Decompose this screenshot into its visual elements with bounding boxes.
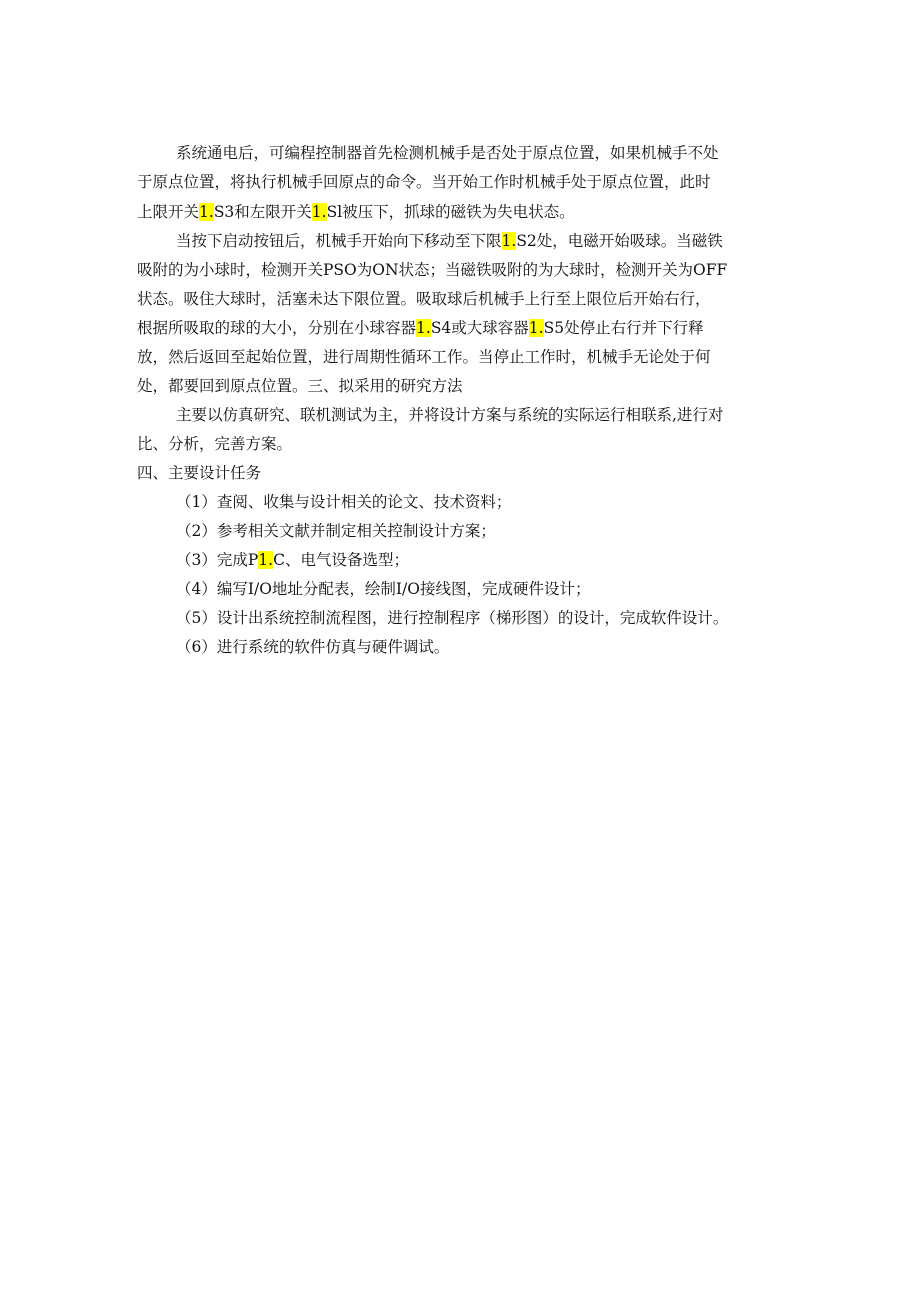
text-run: S4或大球容器 xyxy=(430,319,529,337)
paragraph-line: 放，然后返回至起始位置，进行周期性循环工作。当停止工作时，机械手无论处于何 xyxy=(137,348,711,366)
paragraph-line: 处，都要回到原点位置。三、拟采用的研究方法 xyxy=(137,377,463,395)
text-run: 当按下启动按钮后，机械手开始向下移动至下限 xyxy=(176,232,502,250)
text-run: C、电气设备选型； xyxy=(273,551,409,569)
paragraph-line xyxy=(176,229,723,253)
text-run: S5处停止右行并下行释 xyxy=(543,319,704,337)
highlighted-text: 1. xyxy=(416,319,431,337)
text-run: Sl被压下，抓球的磁铁为失电状态。 xyxy=(326,203,575,221)
text-run: S2处，电磁开始吸球。当磁铁 xyxy=(516,232,723,250)
paragraph-line: 主要以仿真研究、联机测试为主，并将设计方案与系统的实际运行相联系,进行对 xyxy=(176,406,724,424)
text-run: 上限开关 xyxy=(137,203,200,221)
list-item xyxy=(176,548,409,572)
paragraph-line xyxy=(137,316,704,340)
highlighted-text: 1. xyxy=(258,551,274,569)
text-run: S3和左限开关 xyxy=(213,203,312,221)
paragraph-line: 系统通电后，可编程控制器首先检测机械手是否处于原点位置，如果机械手不处 xyxy=(176,144,719,162)
paragraph-line xyxy=(137,200,575,224)
list-item: （5）设计出系统控制流程图，进行控制程序（梯形图）的设计，完成软件设计。 xyxy=(176,609,729,627)
paragraph-line: 吸附的为小球时，检测开关PSO为ON状态；当磁铁吸附的为大球时，检测开关为OFF xyxy=(137,261,728,279)
text-run: 根据所吸取的球的大小，分别在小球容器 xyxy=(137,319,417,337)
list-item: （1）查阅、收集与设计相关的论文、技术资料； xyxy=(176,493,512,511)
highlighted-text: 1. xyxy=(528,319,544,337)
highlighted-text: 1. xyxy=(199,203,214,221)
paragraph-line: 于原点位置，将执行机械手回原点的命令。当开始工作时机械手处于原点位置，此时 xyxy=(137,173,711,191)
section-heading: 四、主要设计任务 xyxy=(137,464,262,482)
list-item: （2）参考相关文献并制定相关控制设计方案； xyxy=(176,522,496,540)
list-item: （6）进行系统的软件仿真与硬件调试。 xyxy=(176,638,450,656)
highlighted-text: 1. xyxy=(501,232,517,250)
list-item: （4）编写I/O地址分配表，绘制I/O接线图，完成硬件设计； xyxy=(176,580,591,598)
text-run: （3）完成P xyxy=(176,551,259,569)
paragraph-line: 状态。吸住大球时，活塞未达下限位置。吸取球后机械手上行至上限位后开始右行， xyxy=(137,290,711,308)
paragraph-line: 比、分析，完善方案。 xyxy=(137,435,293,453)
highlighted-text: 1. xyxy=(311,203,327,221)
